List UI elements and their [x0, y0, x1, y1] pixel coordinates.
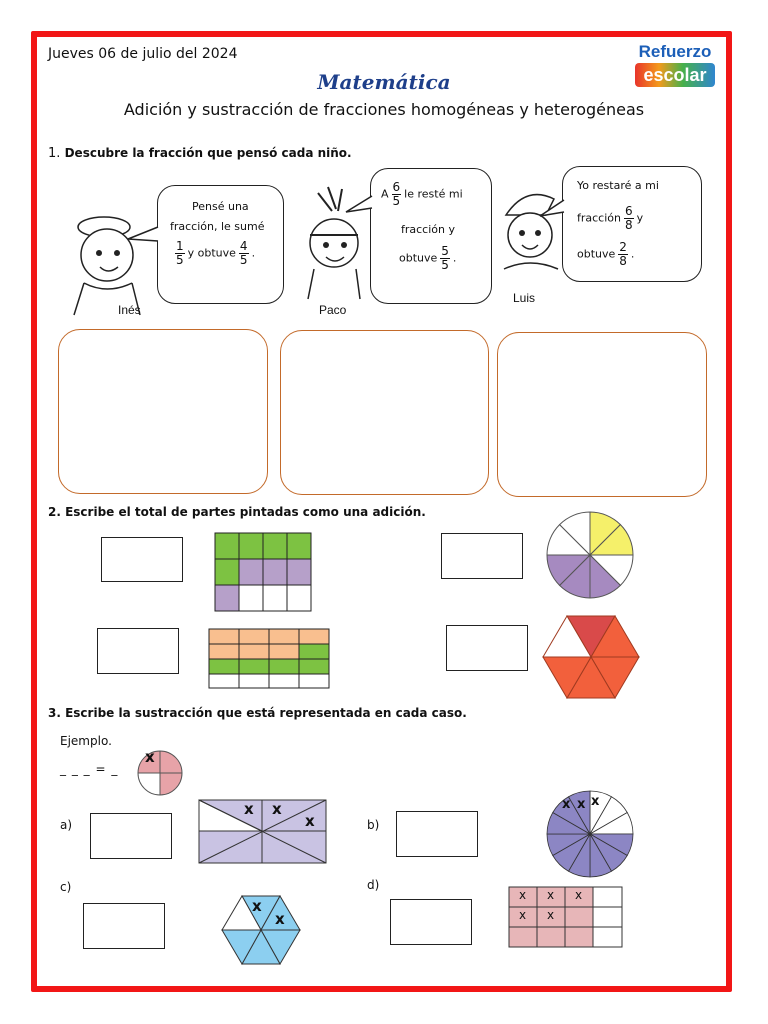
rectangle-lavender [199, 800, 327, 864]
section1-heading-text: Descubre la fracción que pensó cada niño. [64, 146, 352, 160]
item-b-mark-2: x [577, 797, 586, 812]
section3-heading: 3. Escribe la sustracción que está representada en cada caso. [48, 706, 467, 720]
paco-name: Paco [319, 303, 347, 317]
grid-orange-green [209, 629, 331, 689]
item-c-mark-2: x [275, 910, 285, 928]
luis-fraction-1: $\frac{6}{8}$ [625, 204, 633, 232]
grid-green-purple [215, 533, 313, 611]
section2-heading: 2. Escribe el total de partes pintadas como una adición. [48, 505, 426, 519]
circle-yellow-purple [545, 510, 635, 600]
example-label: Ejemplo. [60, 734, 112, 748]
subtraction-answer-box-d[interactable] [390, 899, 472, 945]
item-c-label: c) [60, 880, 72, 894]
item-d-label: d) [367, 878, 380, 892]
ines-illustration [62, 205, 162, 320]
luis-line2: fracción $\frac{6}{8}$ y [577, 204, 644, 232]
item-a-mark-1: x [244, 800, 254, 818]
item-a-label: a) [60, 818, 73, 832]
paco-bubble-tail [344, 194, 374, 216]
paco-line2: fracción y [401, 223, 455, 236]
item-a-mark-2: x [272, 800, 282, 818]
item-b-mark-1: x [562, 797, 571, 812]
paco-fraction-1: $\frac{6}{5}$ [392, 180, 401, 208]
example-circle [135, 750, 185, 796]
luis-line1: Yo restaré a mi [577, 179, 659, 192]
luis-bubble-tail [538, 198, 566, 218]
subtraction-answer-box-a[interactable] [90, 813, 172, 859]
section1-number: 1. [48, 146, 61, 161]
answer-box-luis[interactable] [497, 332, 707, 497]
answer-box-paco[interactable] [280, 330, 489, 495]
ines-fraction-2: $\frac{4}{5}$ [239, 239, 248, 267]
example-mark: x [145, 748, 155, 766]
subtraction-answer-box-c[interactable] [83, 903, 165, 949]
paco-speech-bubble [370, 168, 492, 304]
item-d-mark-1: x [519, 888, 527, 902]
ines-speech-bubble [157, 185, 284, 304]
item-d-mark-2: x [547, 888, 555, 902]
circle-purple-sectors [544, 790, 636, 878]
luis-name: Luis [513, 291, 536, 305]
ines-line2: fracción, le sumé [170, 220, 265, 233]
section1-heading [48, 146, 352, 161]
paco-line1: A $\frac{6}{5}$ le resté mi [381, 180, 463, 208]
logo-text-top: Refuerzo [638, 42, 712, 61]
item-d-mark-3: x [575, 888, 583, 902]
page-subtitle: Adición y sustracción de fracciones homogéneas y heterogéneas [123, 100, 645, 119]
ines-line1: Pensé una [192, 200, 249, 213]
paco-fraction-2: $\frac{5}{5}$ [441, 244, 449, 272]
ines-fraction-1: $\frac{1}{5}$ [176, 239, 184, 267]
answer-box-ines[interactable] [58, 329, 268, 494]
grid-pink [509, 887, 625, 949]
luis-line3: obtuve $\frac{2}{8}$ . [577, 240, 635, 268]
addition-answer-box-1[interactable] [101, 537, 183, 582]
ines-name: Inés [118, 303, 141, 317]
addition-answer-box-4[interactable] [446, 625, 528, 671]
hexagon-red-orange [540, 614, 642, 700]
luis-fraction-2: $\frac{2}{8}$ [619, 240, 627, 268]
item-d-mark-4: x [519, 908, 527, 922]
item-d-mark-5: x [547, 908, 555, 922]
item-b-label: b) [367, 818, 380, 832]
item-c-mark-1: x [252, 897, 262, 915]
example-blank: _ _ _ = _ [60, 762, 119, 776]
ines-bubble-tail [126, 225, 160, 245]
addition-answer-box-2[interactable] [441, 533, 523, 579]
item-a-mark-3: x [305, 812, 315, 830]
logo-text-bottom: escolar [635, 63, 715, 87]
addition-answer-box-3[interactable] [97, 628, 179, 674]
date: Jueves 06 de julio del 2024 [48, 46, 238, 62]
paco-line3: obtuve $\frac{5}{5}$ . [399, 244, 457, 272]
subtraction-answer-box-b[interactable] [396, 811, 478, 857]
luis-speech-bubble [562, 166, 702, 282]
page-title: Matemática [317, 70, 451, 94]
ines-line3: $\frac{1}{5}$ y obtuve $\frac{4}{5}$ . [176, 239, 256, 267]
item-b-mark-3: x [591, 794, 600, 809]
